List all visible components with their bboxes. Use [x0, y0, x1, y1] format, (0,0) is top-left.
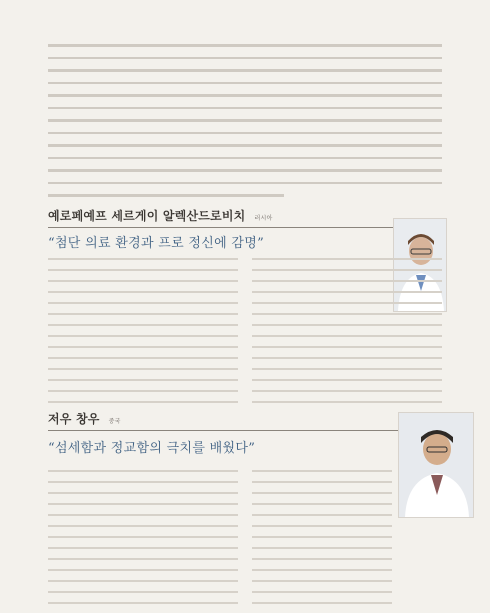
- text-line: [48, 57, 442, 60]
- text-line: [252, 525, 392, 527]
- text-line: [252, 291, 442, 293]
- text-line: [48, 44, 442, 47]
- text-line: [48, 269, 238, 271]
- text-line: [48, 144, 442, 147]
- text-line: [48, 69, 442, 72]
- text-line: [48, 591, 238, 593]
- text-line: [252, 470, 392, 472]
- text-line: [48, 335, 238, 337]
- text-line: [252, 547, 392, 549]
- text-line: [48, 346, 238, 348]
- text-line: [48, 547, 238, 549]
- text-line: [252, 357, 442, 359]
- text-line: [48, 390, 238, 392]
- section-2-rule: [48, 430, 442, 431]
- text-line: [48, 182, 442, 185]
- section-2-col-left: [48, 470, 238, 613]
- text-line: [48, 119, 442, 122]
- text-line: [252, 379, 442, 381]
- text-line: [252, 536, 392, 538]
- text-line: [48, 194, 284, 197]
- text-line: [48, 569, 238, 571]
- section-2-country: 중국: [108, 418, 121, 425]
- section-2-name: 저우 창우: [48, 412, 100, 426]
- text-line: [48, 157, 442, 160]
- text-line: [48, 492, 238, 494]
- text-line: [48, 401, 238, 403]
- text-line: [252, 514, 392, 516]
- text-line: [252, 401, 442, 403]
- text-line: [48, 302, 238, 304]
- text-line: [48, 580, 238, 582]
- text-line: [252, 503, 392, 505]
- section-1-rule: [48, 227, 442, 228]
- section-2-col-right: [252, 470, 392, 613]
- text-line: [48, 514, 238, 516]
- section-2-title: “섬세함과 정교함의 극치를 배웠다”: [48, 441, 256, 456]
- section-1-country: 러시아: [254, 215, 273, 222]
- text-line: [48, 525, 238, 527]
- text-line: [48, 258, 238, 260]
- section-2-header: [48, 408, 442, 431]
- text-line: [48, 94, 442, 97]
- text-line: [48, 357, 238, 359]
- text-line: [252, 280, 442, 282]
- intro-paragraph: [48, 44, 442, 207]
- text-line: [252, 580, 392, 582]
- section-1-name: 예로페예프 세르게이 알렉산드로비치: [48, 209, 246, 223]
- text-line: [48, 481, 238, 483]
- text-line: [48, 280, 238, 282]
- text-line: [48, 558, 238, 560]
- text-line: [48, 107, 442, 110]
- text-line: [48, 324, 238, 326]
- section-2-portrait: [398, 412, 474, 518]
- text-line: [48, 291, 238, 293]
- text-line: [48, 470, 238, 472]
- text-line: [48, 132, 442, 135]
- text-line: [252, 390, 442, 392]
- text-line: [48, 503, 238, 505]
- section-1-col-left: [48, 258, 238, 412]
- text-line: [252, 324, 442, 326]
- text-line: [252, 269, 442, 271]
- text-line: [252, 558, 392, 560]
- text-line: [252, 335, 442, 337]
- text-line: [252, 346, 442, 348]
- text-line: [252, 481, 392, 483]
- text-line: [252, 258, 442, 260]
- text-line: [48, 368, 238, 370]
- text-line: [252, 368, 442, 370]
- text-line: [252, 313, 442, 315]
- text-line: [48, 536, 238, 538]
- text-line: [48, 169, 442, 172]
- text-line: [252, 602, 392, 604]
- text-line: [48, 313, 238, 315]
- text-line: [252, 492, 392, 494]
- section-1-title: “첨단 의료 환경과 프로 정신에 감명”: [48, 236, 265, 251]
- text-line: [48, 602, 238, 604]
- text-line: [48, 379, 238, 381]
- section-1-header: [48, 205, 442, 228]
- text-line: [48, 82, 442, 85]
- text-line: [252, 591, 392, 593]
- text-line: [252, 302, 442, 304]
- section-1-col-right: [252, 258, 442, 412]
- text-line: [252, 569, 392, 571]
